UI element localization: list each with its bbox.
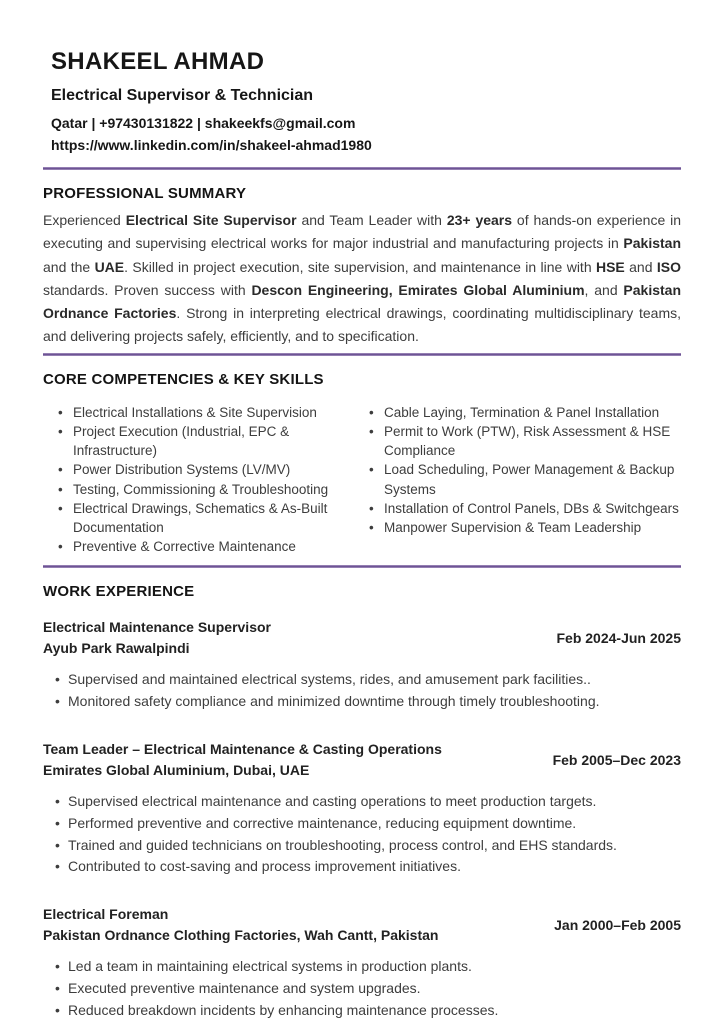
candidate-name: SHAKEEL AHMAD <box>51 48 265 75</box>
summary-divider <box>43 353 681 356</box>
job-bullet-list <box>43 956 681 1021</box>
contact-line: Qatar | +97430131822 | shakeekfs@gmail.com <box>51 115 356 131</box>
skill-item: • Electrical Installations & Site Supervision <box>56 403 344 422</box>
skill-item: • Project Execution (Industrial, EPC & Infrastructure) <box>56 422 344 460</box>
candidate-job-title: Electrical Supervisor & Technician <box>51 87 314 104</box>
summary-bold-text: 23+ years <box>446 212 513 228</box>
job-role: Electrical Foreman <box>43 906 169 923</box>
header-divider <box>43 167 681 170</box>
jobs-container <box>43 617 681 1021</box>
skill-item: • Cable Laying, Termination & Panel Installation <box>367 403 681 422</box>
skill-item: • Electrical Drawings, Schematics & As-Built Documentation <box>56 499 344 537</box>
job-company: Emirates Global Aluminium, Dubai, UAE <box>43 762 310 778</box>
job-role: Team Leader – Electrical Maintenance & Casting Operations <box>43 741 442 757</box>
job-bullet: • Supervised and maintained electrical systems, rides, and amusement park facilities.. <box>43 669 681 691</box>
job-bullet: • Executed preventive maintenance and system upgrades. <box>43 978 681 1000</box>
job-entry <box>43 904 681 1021</box>
summary-bold-text: UAE <box>94 258 125 275</box>
skills-right-list <box>367 403 681 537</box>
job-entry <box>43 739 681 878</box>
summary-bold-text: Pakistan <box>623 235 681 252</box>
job-bullet: • Supervised electrical maintenance and casting operations to meet production targets. <box>43 791 681 813</box>
skills-right-column <box>362 403 681 557</box>
summary-text: . Strong in interpreting electrical drawings, coordinating multidisciplinary teams, and delivering projects safely, efficiently, and to specification. <box>43 305 681 345</box>
skills-heading: CORE COMPETENCIES & KEY SKILLS <box>43 370 324 388</box>
skill-item: • Load Scheduling, Power Management & Backup Systems <box>367 460 681 498</box>
linkedin-url: https://www.linkedin.com/in/shakeel-ahmad1980 <box>51 137 372 153</box>
job-company: Pakistan Ordnance Clothing Factories, Wah Cantt, Pakistan <box>43 927 439 944</box>
summary-text: and the <box>43 258 95 275</box>
summary-bold-text: Descon Engineering, Emirates Global Aluminium <box>251 281 585 298</box>
job-bullet: • Contributed to cost-saving and process improvement initiatives. <box>43 856 681 878</box>
job-company: Ayub Park Rawalpindi <box>43 640 190 657</box>
job-bullet: • Monitored safety compliance and minimized downtime through timely troubleshooting. <box>43 691 681 713</box>
experience-heading: WORK EXPERIENCE <box>43 583 195 601</box>
job-header-left <box>43 739 442 781</box>
job-bullet: • Led a team in maintaining electrical systems in production plants. <box>43 956 681 978</box>
job-header <box>43 904 681 946</box>
summary-text: of hands-on experience in executing and supervising electrical works for major industrial and manufacturing projects in <box>43 212 682 252</box>
resume-header <box>43 48 681 153</box>
summary-bold-text: HSE <box>595 258 625 275</box>
summary-text: , and <box>584 281 624 298</box>
job-header-left <box>43 904 438 946</box>
job-bullet: • Performed preventive and corrective maintenance, reducing equipment downtime. <box>43 813 681 835</box>
summary-heading: PROFESSIONAL SUMMARY <box>43 185 247 202</box>
skill-item: • Power Distribution Systems (LV/MV) <box>56 460 344 479</box>
job-dates: Jan 2000–Feb 2005 <box>554 917 681 934</box>
job-bullet: • Trained and guided technicians on troubleshooting, process control, and EHS standards. <box>43 835 681 857</box>
job-bullet-list <box>43 669 681 713</box>
job-bullet: • Reduced breakdown incidents by enhancing maintenance processes. <box>43 1000 681 1022</box>
skill-item: • Permit to Work (PTW), Risk Assessment & HSE Compliance <box>367 422 681 460</box>
summary-paragraph <box>43 209 681 349</box>
skill-item: • Manpower Supervision & Team Leadership <box>367 518 681 537</box>
summary-bold-text: Electrical Site Supervisor <box>125 212 297 228</box>
skills-left-list <box>56 403 344 557</box>
skills-left-column <box>43 403 362 557</box>
job-dates: Feb 2024-Jun 2025 <box>556 630 681 647</box>
summary-bold-text: Pakistan Ordnance Factories <box>43 281 682 322</box>
job-header <box>43 739 681 781</box>
job-role: Electrical Maintenance Supervisor <box>43 619 271 636</box>
job-bullet-list <box>43 791 681 878</box>
summary-text: and Team Leader with <box>296 212 447 228</box>
job-dates: Feb 2005–Dec 2023 <box>552 752 681 768</box>
skill-item: • Installation of Control Panels, DBs & Switchgears <box>367 499 681 518</box>
skill-item: • Preventive & Corrective Maintenance <box>56 537 344 556</box>
job-header-left <box>43 617 271 659</box>
skill-item: • Testing, Commissioning & Troubleshooting <box>56 480 344 499</box>
summary-text: and <box>624 258 657 275</box>
summary-text: . Skilled in project execution, site supervision, and maintenance in line with <box>124 258 596 275</box>
job-header <box>43 617 681 659</box>
summary-bold-text: ISO <box>656 258 681 275</box>
summary-text: standards. Proven success with <box>43 281 252 298</box>
skills-columns <box>43 403 681 557</box>
skills-divider <box>43 565 681 568</box>
job-entry <box>43 617 681 713</box>
summary-text: Experienced <box>43 212 126 228</box>
